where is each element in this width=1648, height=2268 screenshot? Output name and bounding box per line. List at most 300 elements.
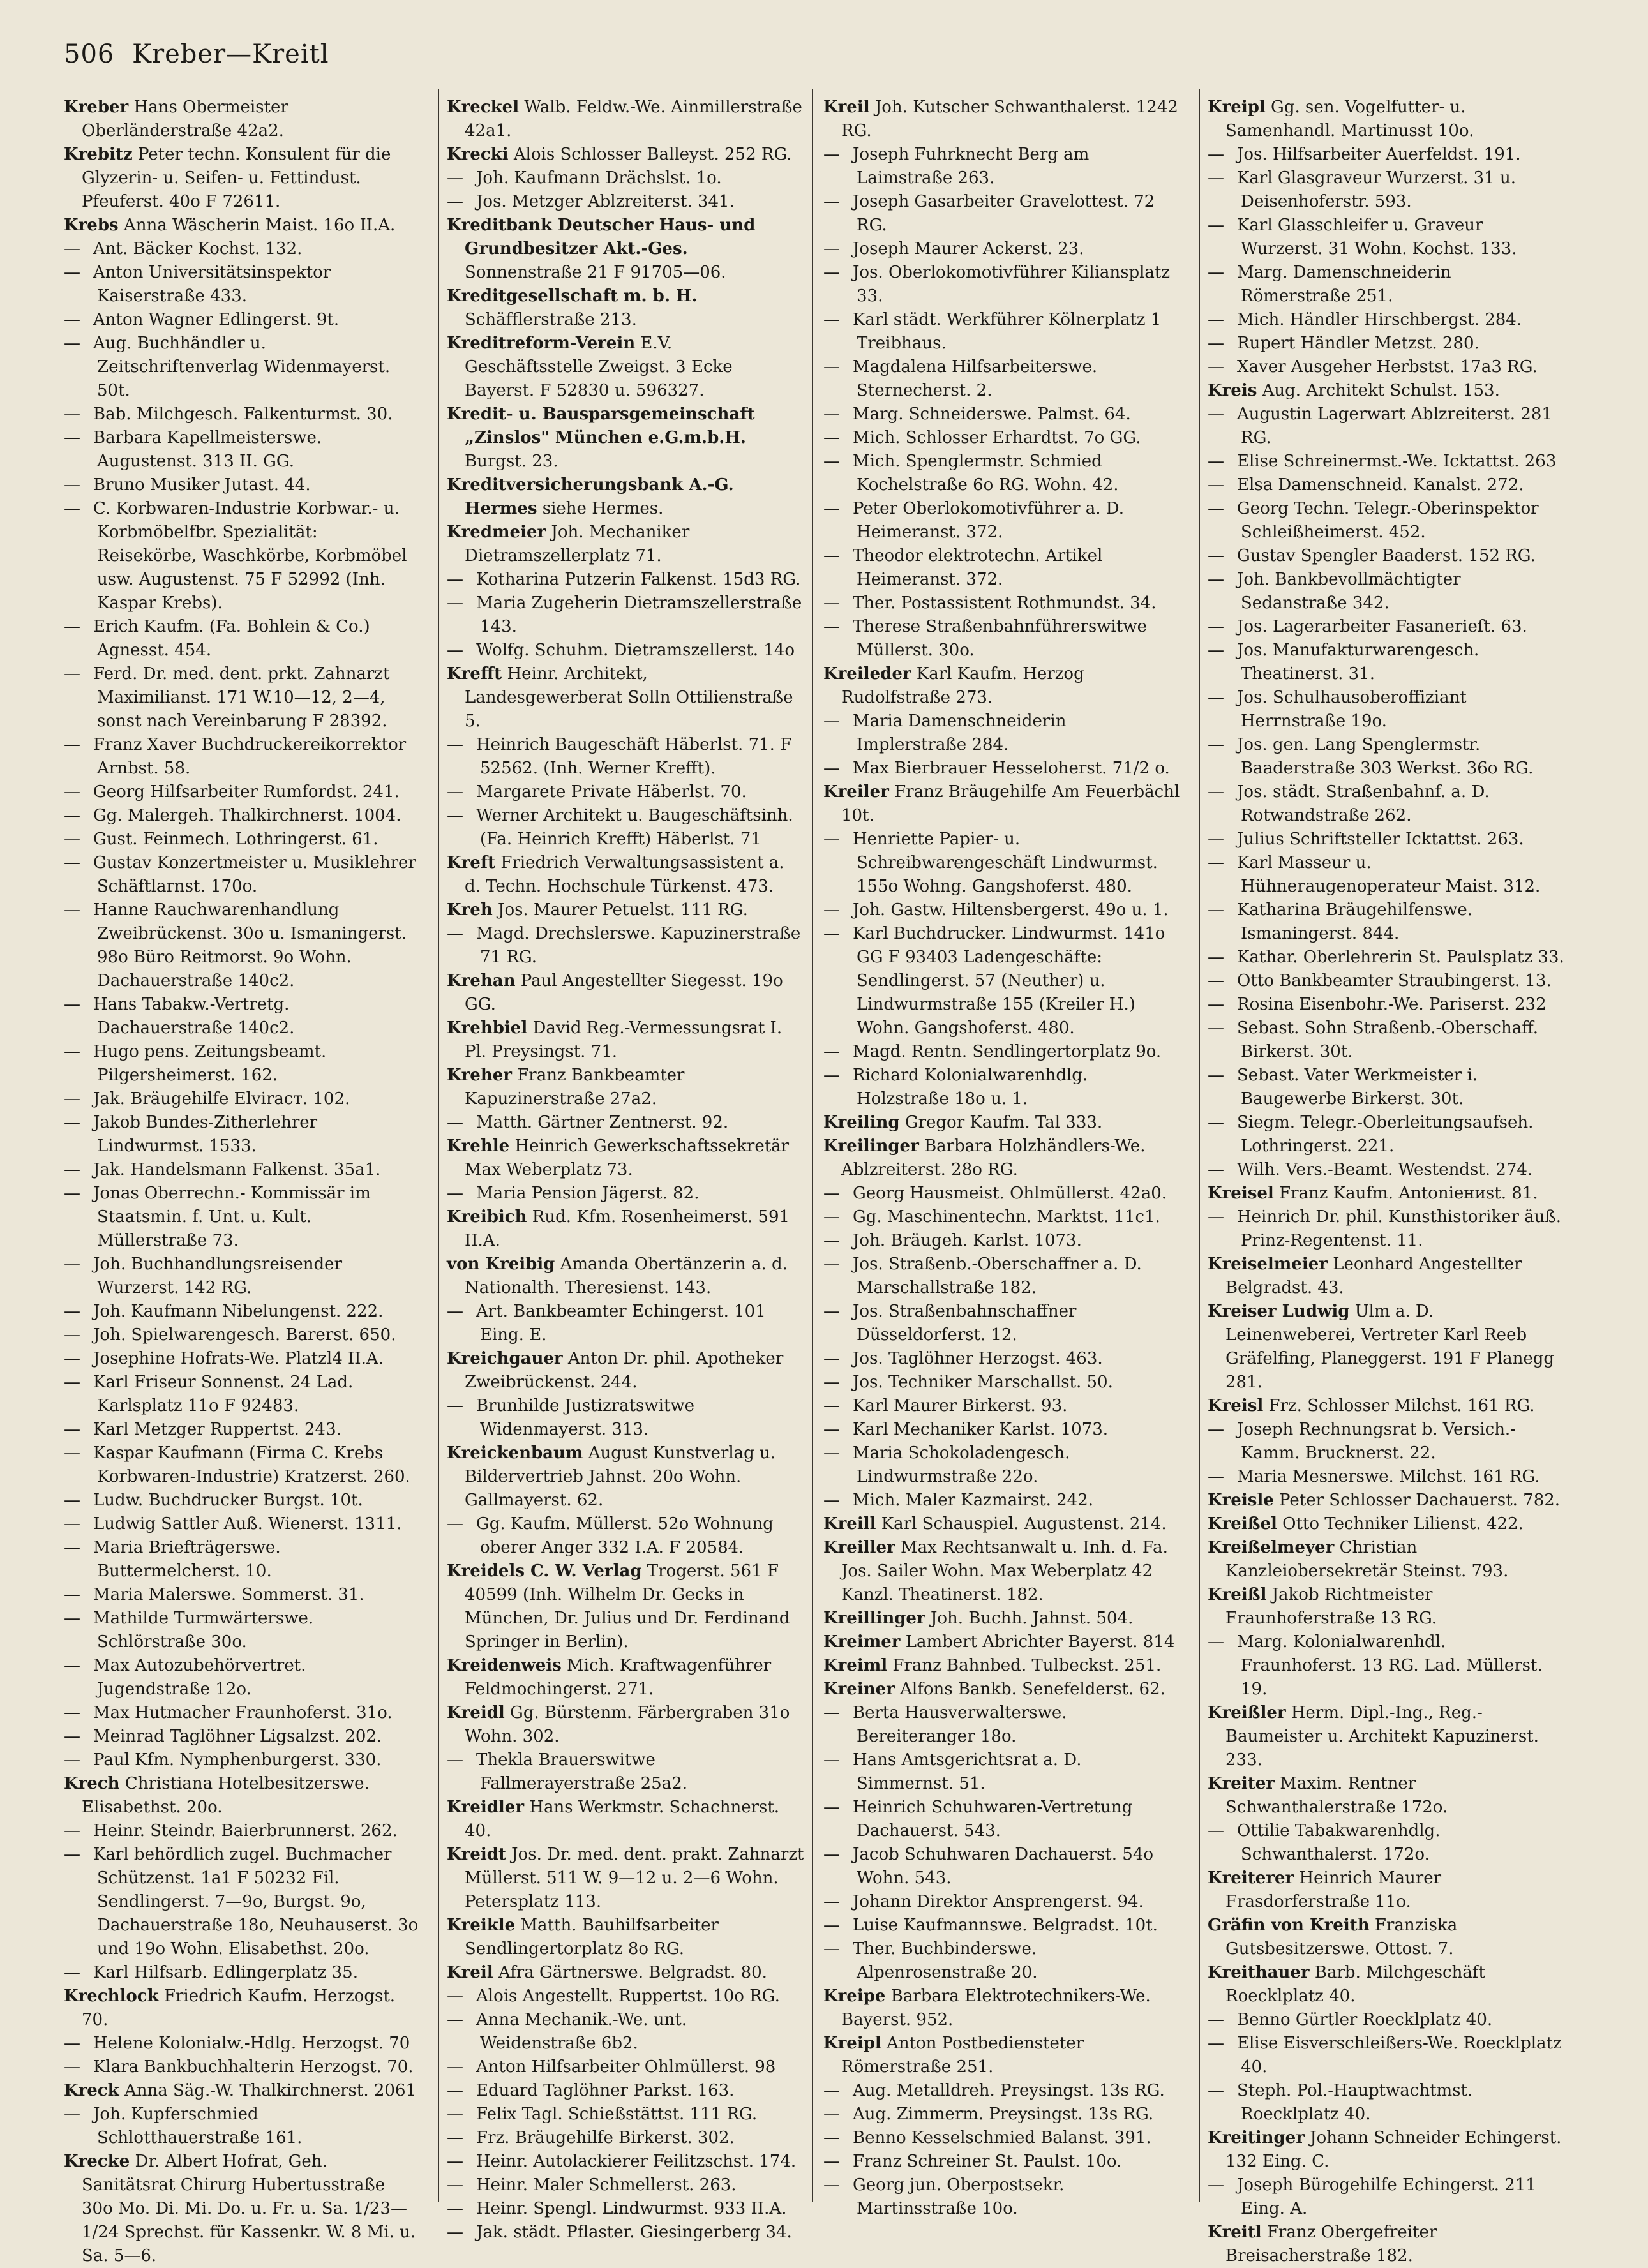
entry-text: Jakob Richtmeister Fraunhoferstraße 13 RG. (1225, 1585, 1437, 1628)
entry-headword: Kreickenbaum (447, 1444, 583, 1463)
directory-entry (1208, 1536, 1565, 1583)
directory-entry: — Matth. Gärtner Zentnerst. 92. (447, 1113, 729, 1132)
directory-entry (64, 2150, 421, 2268)
entry-text: siehe Hermes. (542, 499, 664, 518)
directory-entry: — Joseph Gasarbeiter Gravelottest. 72 RG. (823, 192, 1155, 235)
entry-text: Ferd. Dr. med. dent. prkt. Zahnarzt Maximilianst. 171 W.10—12, 2—4, sonst nach Vereinbarung F 28392. (93, 664, 390, 731)
entry-text: Jos. Lagerarbeiter Fasanerieſt. 63. (1237, 617, 1527, 636)
directory-entry: — Anton Universitätsinspektor Kaiserstraße 433. (64, 263, 331, 306)
entry-text: Joh. Mechaniker Dietramszellerplatz 71. (465, 523, 690, 565)
entry-text: Julius Schriftsteller Icktattst. 263. (1237, 830, 1524, 849)
entry-text: Berta Hausverwalterswe. Bereiteranger 18o. (853, 1703, 1067, 1746)
directory-entry: — Joh. Kaufmann Nibelungenst. 222. (64, 1302, 384, 1321)
entry-text: Heinrich Schuhwaren-Vertretung Dachauerst. 543. (853, 1798, 1133, 1840)
entry-text: Wolfg. Schuhm. Dietramszellerst. 14o (476, 641, 795, 660)
directory-entry (1208, 1583, 1565, 1630)
directory-entry (823, 1512, 1181, 1536)
directory-entry: — Xaver Ausgeher Herbstst. 17a3 RG. (1208, 357, 1538, 377)
directory-entry (823, 662, 1181, 710)
entry-text: Franz Bahnbed. Tulbeckst. 251. (892, 1656, 1162, 1675)
entry-text: August Kunstverlag u. Bildervertrieb Jahnst. 20o Wohn. Gallmayerst. 62. (465, 1444, 776, 1510)
entry-headword: Kreiter (1208, 1774, 1275, 1793)
entry-headword: Kreillinger (823, 1609, 925, 1628)
entry-text: Lambert Abrichter Bayerst. 814 (905, 1632, 1175, 1652)
directory-entry (447, 899, 804, 922)
entry-headword: Kreidler (447, 1798, 525, 1817)
entry-text: Christian Kanzleiobersekretär Steinst. 793. (1225, 1538, 1509, 1581)
entry-text: Johann Schneider Echingerst. 132 Eing. C. (1225, 2128, 1562, 2171)
entry-text: Hans Tabakw.-Vertretg. Dachauerstraße 140c2. (93, 995, 295, 1038)
entry-text: Magdalena Hilfsarbeiterswe. Sternecherst. 2. (853, 357, 1098, 400)
entry-text: Xaver Ausgeher Herbstst. 17a3 RG. (1237, 357, 1538, 377)
directory-entry: — Josephine Hofrats-We. Platzl4 II.A. (64, 1349, 384, 1368)
entry-headword: Kreidels C. W. Verlag (447, 1562, 642, 1581)
directory-entry: — Karl Maurer Birkerst. 93. (823, 1396, 1068, 1415)
entry-headword: Kreft (447, 853, 496, 872)
entry-headword: Kreidenweis (447, 1656, 562, 1675)
entry-text: Heinr. Steindr. Baierbrunnerst. 262. (93, 1821, 398, 1840)
entry-text: Klara Bankbuchhalterin Herzogst. 70. (93, 2057, 414, 2077)
entry-headword: Gräfin von Kreith (1208, 1916, 1370, 1935)
directory-entry: — Heinr. Maler Schmellerst. 263. (447, 2175, 737, 2195)
entry-headword: Kreckel (447, 98, 520, 117)
entry-headword: Kreiser Ludwig (1208, 1302, 1350, 1321)
entry-text: Wilh. Vers.-Beamt. Westendst. 274. (1237, 1160, 1533, 1179)
directory-entry: — Magd. Drechslerswe. Kapuzinerstraße 71 RG. (447, 924, 801, 967)
directory-entry (447, 851, 804, 899)
entry-headword: Kreiselmeier (1208, 1255, 1328, 1274)
entry-text: Gg. Malergeh. Thalkirchnerst. 1004. (93, 806, 401, 825)
entry-text: Dr. Albert Hofrat, Geh. Sanitätsrat Chirurg Hubertusstraße 30o Mo. Di. Mi. Do. u. Fr. u. Sa. 1/23—1/24 Sprechst. für Kassenkr. W. 8 Mi. u. Sa. 5—6. (82, 2152, 416, 2265)
entry-headword: Kreithauer (1208, 1963, 1310, 1982)
directory-entry (64, 1985, 421, 2032)
entry-text: Theodor elektrotechn. Artikel Heimeranst. 372. (853, 546, 1103, 589)
directory-entry: — Joh. Gastw. Hiltensbergerst. 49o u. 1. (823, 900, 1169, 920)
entry-text: Alfons Bankb. Senefelderst. 62. (900, 1680, 1165, 1699)
directory-column-1 (64, 96, 421, 2265)
directory-entry (1208, 1772, 1565, 1819)
entry-text: Karl behördlich zugel. Buchmacher Schützenst. 1a1 F 50232 Fil. Sendlingerst. 7—9o, Burgst. 9o, Dachauerstraße 18o, Neuhauserst. 3o und 19o Wohn. Elisabethst. 20o. (93, 1845, 419, 1958)
directory-entry (1208, 1867, 1565, 1914)
entry-text: Afra Gärtnerswe. Belgradst. 80. (498, 1963, 767, 1982)
directory-entry: — Marg. Damenschneiderin Römerstraße 251. (1208, 263, 1451, 306)
entry-text: Karl Kaufm. Herzog Rudolfstraße 273. (841, 664, 1084, 707)
directory-entry: — Steph. Pol.-Hauptwachtmst. Roecklplatz 40. (1208, 2081, 1473, 2124)
directory-entry: — Jak. Handelsmann Falkenst. 35a1. (64, 1160, 381, 1179)
directory-entry (823, 1111, 1181, 1135)
directory-entry (447, 662, 804, 733)
entry-text: Felix Tagl. Schießstättst. 111 RG. (476, 2105, 758, 2124)
directory-entry: — Anna Mechanik.-We. unt. Weidenstraße 6b2. (447, 2010, 687, 2053)
directory-entry: — Brunhilde Justizratswitwe Widenmayerst. 313. (447, 1396, 695, 1439)
entry-text: Joh. Spielwarengesch. Barerst. 650. (93, 1325, 396, 1345)
directory-entry: — Hugo pens. Zeitungsbeamt. Pilgersheimerst. 162. (64, 1042, 327, 1085)
entry-text: Heinr. Spengl. Lindwurmst. 933 II.A. (476, 2199, 787, 2218)
directory-entry (1208, 1512, 1565, 1536)
entry-text: Joh. Buchh. Jahnst. 504. (930, 1609, 1134, 1628)
directory-entry (823, 1607, 1181, 1630)
directory-entry: — Jacob Schuhwaren Dachauerst. 54o Wohn. 543. (823, 1845, 1154, 1888)
directory-entry: — Wolfg. Schuhm. Dietramszellerst. 14o (447, 641, 795, 660)
entry-text: Marg. Schneiderswe. Palmst. 64. (853, 405, 1131, 424)
entry-text: Magd. Drechslerswe. Kapuzinerstraße 71 RG. (476, 924, 801, 967)
entry-text: Elise Eisverschleißers-We. Roecklplatz 40. (1237, 2034, 1562, 2077)
entry-text: Heinr. Maler Schmellerst. 263. (476, 2175, 737, 2195)
directory-entry: — Johann Direktor Ansprengerst. 94. (823, 1892, 1144, 1911)
directory-entry: — Mathilde Turmwärterswe. Schlörstraße 30o. (64, 1609, 314, 1652)
directory-entry: — Marg. Schneiderswe. Palmst. 64. (823, 405, 1131, 424)
directory-entry (1208, 1300, 1565, 1394)
entry-headword: Kreditbank Deutscher Haus- und Grundbesitzer Akt.-Ges. (447, 216, 756, 258)
entry-text: David Reg.-Vermessungsrat I. Pl. Preysingst. 71. (465, 1018, 783, 1061)
directory-entry: — Gg. Kaufm. Müllerst. 52o Wohnung oberer Anger 332 I.A. F 20584. (447, 1514, 774, 1557)
entry-text: Luise Kaufmannswe. Belgradst. 10t. (853, 1916, 1158, 1935)
entry-text: Jos. Straßenbahnschaffner Düsseldorferst. 12. (853, 1302, 1077, 1345)
entry-text: Marg. Damenschneiderin Römerstraße 251. (1237, 263, 1451, 306)
entry-text: Gg. Kaufm. Müllerst. 52o Wohnung oberer Anger 332 I.A. F 20584. (476, 1514, 774, 1557)
directory-entry: — Meinrad Taglöhner Ligsalzst. 202. (64, 1727, 382, 1746)
directory-entry (447, 521, 804, 568)
directory-entry (1208, 1253, 1565, 1300)
entry-text: Aug. Metalldreh. Preysingst. 13s RG. (853, 2081, 1165, 2100)
directory-entry: — Heinrich Dr. phil. Kunsthistoriker äuß. Prinz-Regentenst. 11. (1208, 1207, 1562, 1250)
directory-entry (823, 1536, 1181, 1607)
directory-entry: — C. Korbwaren-Industrie Korbwar.- u. Korbmöbelfbr. Spezialität: Reisekörbe, Waschkörbe, Korbmöbel usw. Augustenst. 75 F 52992 (Inh. Kaspar Krebs). (64, 499, 407, 613)
entry-headword: Kreiterer (1208, 1869, 1294, 1888)
entry-text: Jos. gen. Lang Spenglermstr. Baaderstraße 303 Werkst. 36o RG. (1237, 735, 1534, 778)
entry-headword: Kreditreform-Verein (447, 334, 636, 353)
entry-text: Maria Damenschneiderin Implerstraße 284. (853, 712, 1067, 754)
directory-entry: — Max Autozubehörvertret. Jugendstraße 12o. (64, 1656, 306, 1699)
entry-text: Hans Amtsgerichtsrat a. D. Simmernst. 51. (853, 1750, 1082, 1793)
directory-entry: — Gg. Maschinentechn. Marktst. 11c1. (823, 1207, 1160, 1227)
entry-text: Jonas Oberrechn.- Kommissär im Staatsmin. f. Unt. u. Kult. Müllerstraße 73. (93, 1184, 371, 1250)
entry-text: Friedrich Kaufm. Herzogst. 70. (82, 1987, 396, 2029)
entry-text: Jos. Dr. med. dent. prakt. Zahnarzt Müllerst. 511 W. 9—12 u. 2—6 Wohn. Petersplatz 113. (465, 1845, 804, 1911)
column-divider (1199, 89, 1200, 2202)
entry-text: Alois Angestellt. Ruppertst. 10o RG. (476, 1987, 780, 2006)
entry-headword: Krecki (447, 145, 509, 164)
directory-entry (447, 474, 804, 521)
directory-entry: — Thekla Brauerswitwe Fallmerayerstraße 25a2. (447, 1750, 688, 1793)
entry-text: Barbara Kapellmeisterswe. Augustenst. 313 II. GG. (93, 428, 322, 471)
entry-text: Joh. Kaufmann Drächslst. 1o. (476, 168, 722, 188)
entry-text: Karl Friseur Sonnenst. 24 Lad. Karlsplatz 11o F 92483. (93, 1373, 354, 1415)
entry-text: Karl Metzger Ruppertst. 243. (93, 1420, 341, 1439)
directory-entry (447, 403, 804, 474)
directory-entry (447, 1347, 804, 1394)
entry-text: Anna Wäscherin Maist. 16o II.A. (123, 216, 396, 235)
entry-headword: Kreipl (823, 2034, 881, 2053)
entry-text: Karl Maurer Birkerst. 93. (853, 1396, 1068, 1415)
entry-text: Marg. Kolonialwarenhdl. Fraunhoferst. 13 RG. Lad. Müllerst. 19. (1237, 1632, 1543, 1699)
entry-text: Maria Schokoladengesch. Lindwurmstraße 22o. (853, 1444, 1070, 1486)
entry-text: Maria Pension Jägerst. 82. (476, 1184, 700, 1203)
entry-headword: Kreiller (823, 1538, 895, 1557)
entry-text: Peter techn. Konsulent für die Glyzerin- u. Seifen- u. Fettindust. Pfeuferst. 40o F 72611. (82, 145, 391, 211)
entry-headword: Kreidl (447, 1703, 505, 1722)
entry-text: Aug. Zimmerm. Preysingst. 13s RG. (853, 2105, 1154, 2124)
entry-text: Brunhilde Justizratswitwe Widenmayerst. 313. (476, 1396, 695, 1439)
directory-entry: — Siegm. Telegr.-Oberleitungsaufseh. Lothringerst. 221. (1208, 1113, 1534, 1156)
entry-text: Heinrich Gewerkschaftssekretär Max Weberplatz 73. (465, 1137, 790, 1179)
entry-text: Karl Hilfsarb. Edlingerplatz 35. (93, 1963, 358, 1982)
entry-headword: Kreipl (1208, 98, 1266, 117)
directory-entry: — Karl behördlich zugel. Buchmacher Schützenst. 1a1 F 50232 Fil. Sendlingerst. 7—9o, Burgst. 9o, Dachauerstraße 18o, Neuhauserst. 3o und 19o Wohn. Elisabethst. 20o. (64, 1845, 419, 1958)
entry-text: Anton Wagner Edlingerst. 9t. (93, 310, 340, 329)
entry-text: Aug. Architekt Schulst. 153. (1262, 381, 1500, 400)
directory-entry: — Art. Bankbeamter Echingerst. 101 Eing. E. (447, 1302, 766, 1345)
entry-text: Joseph Maurer Ackerst. 23. (853, 239, 1084, 258)
directory-column-2 (447, 96, 804, 2242)
entry-headword: Kreil (823, 98, 870, 117)
directory-entry: — Georg Hilfsarbeiter Rumfordst. 241. (64, 782, 400, 802)
entry-text: Matth. Gärtner Zentnerst. 92. (476, 1113, 729, 1132)
entry-text: Joseph Rechnungsrat b. Versich.-Kamm. Brucknerst. 22. (1237, 1420, 1516, 1463)
entry-text: Karl Masseur u. Hühneraugenoperateur Maist. 312. (1237, 853, 1541, 896)
entry-headword: Kreidt (447, 1845, 506, 1864)
entry-headword: Kredit- u. Bausparsgemeinschaft „Zinslos" München e.G.m.b.H. (447, 405, 755, 447)
entry-text: Mich. Spenglermstr. Schmied Kochelstraße 6o RG. Wohn. 42. (853, 452, 1119, 495)
directory-entry: — Heinrich Schuhwaren-Vertretung Dachauerst. 543. (823, 1798, 1133, 1840)
entry-text: Gustav Konzertmeister u. Musiklehrer Schäftlarnst. 170o. (93, 853, 416, 896)
entry-text: Johann Direktor Ansprengerst. 94. (853, 1892, 1144, 1911)
entry-text: Jos. städt. Straßenbahnf. a. D. Rotwandstraße 262. (1237, 782, 1490, 825)
entry-headword: Kreher (447, 1066, 512, 1085)
directory-entry: — Maria Schokoladengesch. Lindwurmstraße 22o. (823, 1444, 1070, 1486)
directory-entry: — Gustav Spengler Baaderst. 152 RG. (1208, 546, 1536, 565)
entry-text: Georg Hausmeist. Ohlmüllerst. 42a0. (853, 1184, 1167, 1203)
directory-entry: — Jos. Schulhausoberoffiziant Herrnstraße 19o. (1208, 688, 1467, 731)
entry-text: Hugo pens. Zeitungsbeamt. Pilgersheimerst. 162. (93, 1042, 327, 1085)
directory-entry: — Max Hutmacher Fraunhoferst. 31o. (64, 1703, 393, 1722)
entry-headword: Krecke (64, 2152, 130, 2171)
entry-text: Franz Bräugehilfe Am Feuerbächl 10t. (841, 782, 1180, 825)
directory-entry (447, 1135, 804, 1182)
entry-text: C. Korbwaren-Industrie Korbwar.- u. Korbmöbelfbr. Spezialität: Reisekörbe, Waschkörbe, Korbmöbel usw. Augustenst. 75 F 52992 (Inh. Kaspar Krebs). (93, 499, 407, 613)
directory-entry: — Georg Hausmeist. Ohlmüllerst. 42a0. (823, 1184, 1167, 1203)
directory-entry: — Karl Buchdrucker. Lindwurmst. 141o GG F 93403 Ladengeschäfte: Sendlingerst. 57 (Neuther) u. Lindwurmstraße 155 (Kreiler H.) Wohn. Gangshoferst. 480. (823, 924, 1165, 1038)
directory-entry: — Mich. Schlosser Erhardtst. 7o GG. (823, 428, 1141, 447)
directory-entry: — Helene Kolonialw.-Hdlg. Herzogst. 70 (64, 2034, 410, 2053)
directory-entry: — Jos. gen. Lang Spenglermstr. Baaderstraße 303 Werkst. 36o RG. (1208, 735, 1534, 778)
entry-text: Mich. Schlosser Erhardtst. 7o GG. (853, 428, 1141, 447)
directory-entry (823, 1630, 1181, 1654)
entry-text: Max Bierbrauer Hesseloherst. 71/2 o. (853, 759, 1170, 778)
entry-text: Augustin Lagerwart Ablzreiterst. 281 RG. (1237, 405, 1552, 447)
directory-entry: — Maria Mesnerswe. Milchst. 161 RG. (1208, 1467, 1540, 1486)
directory-entry: — Wilh. Vers.-Beamt. Westendst. 274. (1208, 1160, 1533, 1179)
directory-entry (447, 969, 804, 1017)
entry-text: Max Autozubehörvertret. Jugendstraße 12o. (93, 1656, 306, 1699)
entry-text: Joh. Kaufmann Nibelungenst. 222. (93, 1302, 384, 1321)
entry-text: Henriette Papier- u. Schreibwarengeschäft Lindwurmst. 155o Wohng. Gangshoferst. 480. (853, 830, 1158, 896)
entry-text: Ottilie Tabakwarenhdlg. Schwanthalerst. 172o. (1237, 1821, 1441, 1864)
entry-text: Hans Obermeister Oberländerstraße 42a2. (82, 98, 288, 140)
entry-headword: Krebs (64, 216, 119, 235)
directory-entry: — Joseph Rechnungsrat b. Versich.-Kamm. Brucknerst. 22. (1208, 1420, 1516, 1463)
directory-entry: — Berta Hausverwalterswe. Bereiteranger 18o. (823, 1703, 1067, 1746)
entry-text: Franz Obergefreiter Breisacherstraße 182. (1225, 2223, 1437, 2265)
directory-entry (823, 1678, 1181, 1701)
directory-entry: — Magd. Rentn. Sendlingertorplatz 9o. (823, 1042, 1162, 1061)
entry-headword: Kreichgauer (447, 1349, 563, 1368)
entry-headword: Kreißelmeyer (1208, 1538, 1335, 1557)
entry-text: Jakob Bundes-Zitherlehrer Lindwurmst. 1533. (93, 1113, 318, 1156)
entry-text: Joh. Kupferschmied Schlotthauerstraße 161. (93, 2105, 303, 2147)
directory-entry: — Maria Pension Jägerst. 82. (447, 1184, 700, 1203)
entry-text: Jos. Metzger Ablzreiterst. 341. (476, 192, 735, 211)
directory-entry: — Benno Gürtler Roecklplatz 40. (1208, 2010, 1493, 2029)
directory-entry: — Jos. Taglöhner Herzogst. 463. (823, 1349, 1103, 1368)
directory-entry (1208, 2221, 1565, 2268)
directory-entry (1208, 1961, 1565, 2008)
entry-text: Alois Schlosser Balleyst. 252 RG. (513, 145, 792, 164)
entry-headword: Kreck (64, 2081, 119, 2100)
directory-entry (64, 143, 421, 214)
entry-text: Aug. Buchhändler u. Zeitschriftenverlag Widenmayerst. 50t. (93, 334, 391, 400)
entry-text: Maria Zugeherin Dietramszellerstraße 143. (476, 593, 802, 636)
directory-entry (1208, 1182, 1565, 1205)
entry-text: Barb. Milchgeschäft Roecklplatz 40. (1225, 1963, 1485, 2006)
entry-text: Joseph Fuhrknecht Berg am Laimstraße 263. (853, 145, 1090, 188)
entry-text: Kaspar Kaufmann (Firma C. Krebs Korbwaren-Industrie) Kratzerst. 260. (93, 1444, 410, 1486)
entry-text: Anton Universitätsinspektor Kaiserstraße 433. (93, 263, 331, 306)
directory-entry: — Benno Kesselschmied Balanst. 391. (823, 2128, 1151, 2147)
directory-entry: — Theodor elektrotechn. Artikel Heimeranst. 372. (823, 546, 1103, 589)
directory-entry (64, 96, 421, 143)
directory-column-3 (823, 96, 1181, 2218)
directory-entry: — Ant. Bäcker Kochst. 132. (64, 239, 303, 258)
directory-entry (1208, 1701, 1565, 1772)
directory-entry: — Therese Straßenbahnführerswitwe Müllerst. 30o. (823, 617, 1147, 660)
directory-entry: — Heinrich Baugeschäft Häberlst. 71. F 52562. (Inh. Werner Krefft). (447, 735, 792, 778)
directory-entry: — Hanne Rauchwarenhandlung Zweibrückenst. 30o u. Ismaningerst. 98o Büro Reitmorst. 9o Wohn. Dachauerstraße 140c2. (64, 900, 407, 990)
entry-text: Helene Kolonialw.-Hdlg. Herzogst. 70 (93, 2034, 410, 2053)
entry-text: Anton Postbediensteter Römerstraße 251. (841, 2034, 1084, 2077)
entry-text: Anton Hilfsarbeiter Ohlmüllerst. 98 (476, 2057, 776, 2077)
entry-text: Peter Schlosser Dachauerst. 782. (1279, 1491, 1561, 1510)
entry-text: Rud. Kfm. Rosenheimerst. 591 II.A. (465, 1207, 790, 1250)
entry-text: Rosina Eisenbohr.-We. Pariserst. 232 (1237, 995, 1547, 1014)
entry-headword: Krech (64, 1774, 120, 1793)
directory-entry: — Jos. Techniker Marschallst. 50. (823, 1373, 1113, 1392)
directory-entry: — Georg Techn. Telegr.-Oberinspektor Schleißheimerst. 452. (1208, 499, 1539, 542)
entry-text: Katharina Bräugehilfenswe. Ismaningerst. 844. (1237, 900, 1473, 943)
directory-entry: — Bruno Musiker Jutast. 44. (64, 475, 311, 495)
directory-entry: — Jak. Bräugehilfe Elviraст. 102. (64, 1089, 350, 1108)
entry-headword: Kreiling (823, 1113, 900, 1132)
entry-text: Bab. Milchgesch. Falkenturmst. 30. (93, 405, 393, 424)
entry-text: Gust. Feinmech. Lothringerst. 61. (93, 830, 378, 849)
directory-entry: — Julius Schriftsteller Icktattst. 263. (1208, 830, 1524, 849)
directory-column-4 (1208, 96, 1565, 2265)
entry-text: Jos. Manufakturwarengesch. Theatinerst. 31. (1237, 641, 1479, 683)
entry-text: E.V. Geschäftsstelle Zweigst. 3 Ecke Bayerst. F 52830 u. 596327. (465, 334, 733, 400)
entry-text: Josephine Hofrats-We. Platzl4 II.A. (93, 1349, 384, 1368)
entry-text: Jos. Schulhausoberoffiziant Herrnstraße 19o. (1237, 688, 1467, 731)
entry-text: Joseph Gasarbeiter Gravelottest. 72 RG. (853, 192, 1155, 235)
directory-entry (447, 1843, 804, 1914)
entry-text: Mich. Händler Hirschbergst. 284. (1237, 310, 1522, 329)
entry-headword: Kreilinger (823, 1137, 919, 1156)
directory-entry: — Anton Hilfsarbeiter Ohlmüllerst. 98 (447, 2057, 776, 2077)
entry-text: Jos. Taglöhner Herzogst. 463. (853, 1349, 1103, 1368)
directory-entry (447, 1914, 804, 1961)
directory-entry: — Hans Amtsgerichtsrat a. D. Simmernst. 51. (823, 1750, 1082, 1793)
directory-entry: — Jos. städt. Straßenbahnf. a. D. Rotwandstraße 262. (1208, 782, 1490, 825)
entry-text: Gg. Maschinentechn. Marktst. 11c1. (853, 1207, 1160, 1227)
entry-headword: Kreißler (1208, 1703, 1286, 1722)
entry-text: Franz Bankbeamter Kapuzinerstraße 27a2. (465, 1066, 685, 1108)
directory-entry: — Henriette Papier- u. Schreibwarengeschäft Lindwurmst. 155o Wohng. Gangshoferst. 480. (823, 830, 1158, 896)
directory-entry: — Karl Glasschleifer u. Graveur Wurzerst. 31 Wohn. Kochst. 133. (1208, 216, 1517, 258)
entry-text: Franz Xaver Buchdruckereikorrektor Arnbst. 58. (93, 735, 407, 778)
directory-entry: — Elise Eisverschleißers-We. Roecklplatz 40. (1208, 2034, 1562, 2077)
directory-entry (64, 1772, 421, 1819)
entry-text: Jak. Bräugehilfe Elviraст. 102. (93, 1089, 350, 1108)
directory-entry: — Bab. Milchgesch. Falkenturmst. 30. (64, 405, 393, 424)
entry-headword: Kreiner (823, 1680, 895, 1699)
entry-text: Karl Mechaniker Karlst. 1073. (853, 1420, 1109, 1439)
entry-text: Matth. Bauhilfsarbeiter Sendlingertorplatz 8o RG. (465, 1916, 719, 1958)
entry-text: Ther. Buchbinderswe. Alpenrosenstraße 20. (853, 1939, 1038, 1982)
entry-text: Amanda Obertänzerin a. d. Nationalth. Theresienst. 143. (465, 1255, 788, 1297)
directory-entry: — Georg jun. Oberpostsekr. Martinsstraße 10o. (823, 2175, 1065, 2218)
entry-headword: Kreisel (1208, 1184, 1274, 1203)
directory-entry: — Heinr. Autolackierer Feilitzschst. 174. (447, 2152, 797, 2171)
entry-text: Hans Werkmstr. Schachnerst. 40. (465, 1798, 780, 1840)
directory-entry: — Erich Kaufm. (Fa. Bohlein & Co.) Agnesst. 454. (64, 617, 370, 660)
directory-entry: — Karl Mechaniker Karlst. 1073. (823, 1420, 1109, 1439)
entry-text: Joh. Kutscher Schwanthalerst. 1242 RG. (841, 98, 1178, 140)
entry-text: Anton Dr. phil. Apotheker Zweibrückenst. 244. (465, 1349, 784, 1392)
entry-text: Ther. Postassistent Rothmundst. 34. (853, 593, 1157, 613)
entry-text: Heinr. Autolackierer Feilitzschst. 174. (476, 2152, 797, 2171)
directory-entry: — Jos. Hilfsarbeiter Auerfeldst. 191. (1208, 145, 1521, 164)
entry-text: Jos. Oberlokomotivführer Kiliansplatz 33. (853, 263, 1171, 306)
entry-text: Joh. Bräugeh. Karlst. 1073. (853, 1231, 1082, 1250)
column-divider (438, 89, 439, 2202)
directory-entry: — Joh. Bankbevollmächtigter Sedanstraße 342. (1208, 570, 1461, 613)
directory-entry: — Margarete Private Häberlst. 70. (447, 782, 747, 802)
entry-headword: Kreimer (823, 1632, 901, 1652)
directory-entry: — Jos. Lagerarbeiter Fasanerieſt. 63. (1208, 617, 1527, 636)
directory-entry: — Joh. Kupferschmied Schlotthauerstraße 161. (64, 2105, 303, 2147)
entry-text: Joh. Gastw. Hiltensbergerst. 49o u. 1. (853, 900, 1169, 920)
entry-text: Maria Briefträgerswe. Buttermelcherst. 10. (93, 1538, 281, 1581)
entry-text: Steph. Pol.-Hauptwachtmst. Roecklplatz 40. (1237, 2081, 1473, 2124)
directory-entry: — Elise Schreinermst.-We. Icktattst. 263 (1208, 452, 1557, 471)
directory-entry: — Franz Xaver Buchdruckereikorrektor Arnbst. 58. (64, 735, 407, 778)
directory-entry: — Joh. Buchhandlungsreisender Wurzerst. 142 RG. (64, 1255, 342, 1297)
entry-text: Bruno Musiker Jutast. 44. (93, 475, 311, 495)
directory-entry: — Alois Angestellt. Ruppertst. 10o RG. (447, 1987, 780, 2006)
entry-text: Heinr. Architekt, Landesgewerberat Solln Ottilienstraße 5. (465, 664, 793, 731)
entry-headword: von Kreibig (447, 1255, 555, 1274)
entry-headword: Kreditversicherungsbank A.-G. Hermes (447, 475, 734, 518)
directory-entry: — Kathar. Oberlehrerin St. Paulsplatz 33. (1208, 948, 1564, 967)
directory-entry: — Hans Tabakw.-Vertretg. Dachauerstraße 140c2. (64, 995, 295, 1038)
entry-text: Benno Gürtler Roecklplatz 40. (1237, 2010, 1493, 2029)
entry-text: Therese Straßenbahnführerswitwe Müllerst. 30o. (853, 617, 1147, 660)
directory-entry: — Katharina Bräugehilfenswe. Ismaningerst. 844. (1208, 900, 1473, 943)
directory-entry: — Ther. Postassistent Rothmundst. 34. (823, 593, 1157, 613)
entry-headword: Kreitinger (1208, 2128, 1305, 2147)
directory-entry: — Heinr. Spengl. Lindwurmst. 933 II.A. (447, 2199, 787, 2218)
entry-text: Frz. Schlosser Milchst. 161 RG. (1268, 1396, 1535, 1415)
directory-entry (64, 214, 421, 237)
